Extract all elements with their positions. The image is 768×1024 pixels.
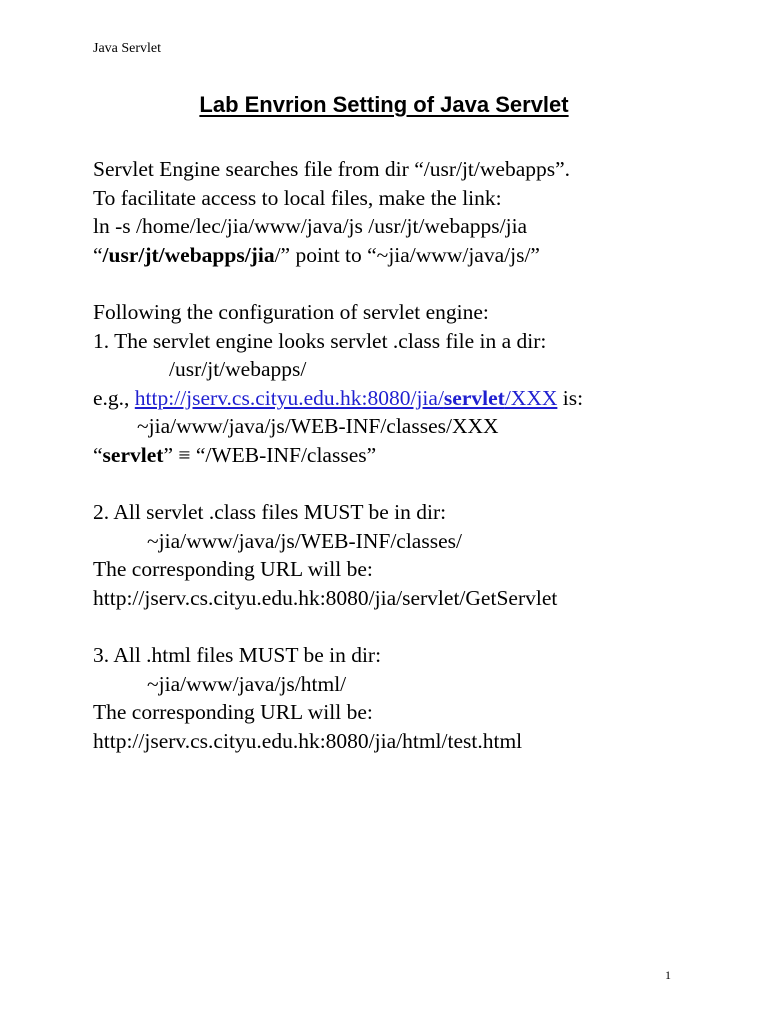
config-item-3-url-label: The corresponding URL will be: bbox=[93, 700, 373, 725]
equiv-bold-servlet: servlet bbox=[102, 442, 164, 467]
config-item-3-dir: ~jia/www/java/js/html/ bbox=[147, 671, 347, 696]
document-body bbox=[93, 155, 743, 755]
spacer bbox=[93, 269, 743, 298]
page-title: Lab Envrion Setting of Java Servlet bbox=[199, 92, 569, 117]
intro-line-3: ln -s /home/lec/jia/www/java/js /usr/jt/webapps/jia bbox=[93, 214, 528, 239]
intro-line-4-open-quote: “ bbox=[93, 242, 103, 267]
config-item-1-path: ~jia/www/java/js/WEB-INF/classes/XXX bbox=[137, 414, 499, 439]
config-item-1-dir: /usr/jt/webapps/ bbox=[169, 357, 307, 382]
config-item-1-equivalence bbox=[93, 441, 743, 470]
example-link-bold: servlet bbox=[443, 385, 505, 410]
config-item-2-url: http://jserv.cs.cityu.edu.hk:8080/jia/servlet/GetServlet bbox=[93, 585, 558, 610]
intro-line-1: Servlet Engine searches file from dir “/usr/jt/webapps”. bbox=[93, 157, 571, 181]
running-header: Java Servlet bbox=[93, 41, 162, 56]
example-suffix: is: bbox=[557, 385, 584, 410]
intro-line-4-bold-path: /usr/jt/webapps/jia bbox=[102, 242, 275, 267]
spacer bbox=[93, 613, 743, 642]
example-prefix: e.g., bbox=[93, 385, 135, 410]
config-item-1-example bbox=[93, 384, 743, 413]
config-item-2: 2. All servlet .class files MUST be in dir: bbox=[93, 500, 447, 525]
example-link-part-2: /XXX bbox=[504, 385, 558, 410]
example-link-part-1: http://jserv.cs.cityu.edu.hk:8080/jia/ bbox=[134, 385, 444, 410]
config-item-1: 1. The servlet engine looks servlet .class file in a dir: bbox=[93, 328, 547, 353]
intro-line-4 bbox=[93, 241, 743, 270]
config-heading: Following the configuration of servlet engine: bbox=[93, 299, 489, 324]
page-number: 1 bbox=[665, 968, 671, 982]
config-item-2-url-label: The corresponding URL will be: bbox=[93, 557, 373, 582]
equiv-rest: ” ≡ “/WEB-INF/classes” bbox=[163, 442, 377, 467]
config-item-3-url: http://jserv.cs.cityu.edu.hk:8080/jia/html/test.html bbox=[93, 728, 523, 753]
config-item-3: 3. All .html files MUST be in dir: bbox=[93, 643, 382, 668]
equiv-open-quote: “ bbox=[93, 442, 103, 467]
intro-line-2: To facilitate access to local files, make the link: bbox=[93, 185, 502, 210]
spacer bbox=[93, 470, 743, 499]
example-servlet-link[interactable] bbox=[135, 386, 558, 410]
intro-line-4-rest: /” point to “~jia/www/java/js/” bbox=[274, 242, 540, 267]
config-item-2-dir: ~jia/www/java/js/WEB-INF/classes/ bbox=[147, 528, 462, 553]
